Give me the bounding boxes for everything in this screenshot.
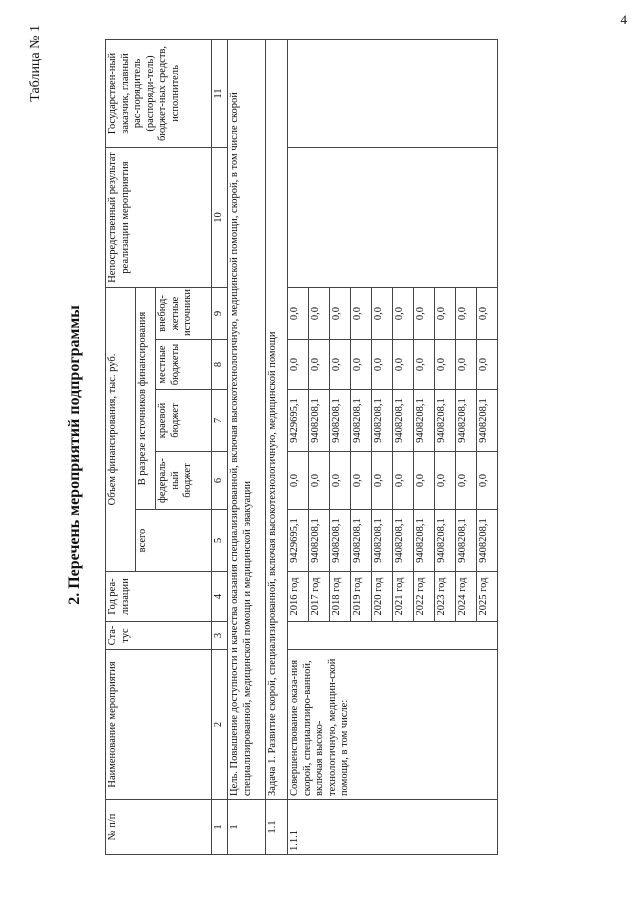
- column-number: 2: [212, 650, 228, 800]
- header-regional: краевой бюджет: [156, 390, 212, 452]
- activity-customer: [288, 40, 498, 148]
- cell-federal: 0,0: [288, 452, 309, 510]
- cell-year: 2017 год: [309, 572, 330, 622]
- activities-table: [105, 39, 498, 855]
- column-number: 8: [212, 340, 228, 390]
- cell-extra: 0,0: [435, 288, 456, 340]
- task-row: [266, 40, 288, 855]
- header-result: Непосредственный результат реализации мероприятия: [106, 148, 212, 288]
- task-text: Задача 1. Развитие скорой, специализированной, включая высокотехнологичную, медицинской помощи: [266, 40, 288, 800]
- header-total: всего: [136, 510, 212, 572]
- cell-regional: 9408208,1: [477, 390, 498, 452]
- cell-federal: 0,0: [414, 452, 435, 510]
- cell-year: 2025 год: [477, 572, 498, 622]
- cell-total: 9408208,1: [393, 510, 414, 572]
- column-number: 10: [212, 148, 228, 288]
- cell-total: 9408208,1: [414, 510, 435, 572]
- cell-local: 0,0: [414, 340, 435, 390]
- column-number: 3: [212, 622, 228, 650]
- cell-total: 9408208,1: [351, 510, 372, 572]
- cell-local: 0,0: [330, 340, 351, 390]
- cell-total: 9408208,1: [330, 510, 351, 572]
- cell-year: 2024 год: [456, 572, 477, 622]
- activity-number: 1.1.1: [288, 800, 498, 855]
- goal-number: 1: [228, 800, 266, 855]
- activity-status: [288, 622, 498, 650]
- cell-regional: 9408208,1: [393, 390, 414, 452]
- header-status: Ста-тус: [106, 622, 212, 650]
- header-breakdown: В разрезе источников финансирования: [136, 288, 156, 510]
- goal-row: [228, 40, 266, 855]
- cell-federal: 0,0: [477, 452, 498, 510]
- cell-regional: 9408208,1: [372, 390, 393, 452]
- cell-year: 2023 год: [435, 572, 456, 622]
- activity-result: [288, 148, 498, 288]
- header-volume: Объем финансирования, тыс. руб.: [106, 288, 136, 572]
- header-name: Наименование мероприятия: [106, 650, 212, 800]
- table-row: [288, 40, 309, 855]
- cell-local: 0,0: [351, 340, 372, 390]
- cell-federal: 0,0: [351, 452, 372, 510]
- header-local: местные бюджеты: [156, 340, 212, 390]
- cell-extra: 0,0: [309, 288, 330, 340]
- rotated-page: [20, 25, 620, 885]
- header-customer: Государствен-ный заказчик, главный рас-порядитель (распоряди-тель) бюджет-ных средств, исполнитель: [106, 40, 212, 148]
- cell-year: 2019 год: [351, 572, 372, 622]
- cell-federal: 0,0: [309, 452, 330, 510]
- cell-regional: 9408208,1: [435, 390, 456, 452]
- cell-total: 9429695,1: [288, 510, 309, 572]
- cell-extra: 0,0: [330, 288, 351, 340]
- cell-extra: 0,0: [351, 288, 372, 340]
- cell-regional: 9408208,1: [351, 390, 372, 452]
- cell-extra: 0,0: [414, 288, 435, 340]
- cell-extra: 0,0: [372, 288, 393, 340]
- cell-local: 0,0: [456, 340, 477, 390]
- cell-year: 2021 год: [393, 572, 414, 622]
- cell-total: 9408208,1: [435, 510, 456, 572]
- task-number: 1.1: [266, 800, 288, 855]
- cell-regional: 9408208,1: [330, 390, 351, 452]
- page-number: 4: [620, 12, 627, 27]
- cell-extra: 0,0: [477, 288, 498, 340]
- cell-year: 2016 год: [288, 572, 309, 622]
- cell-year: 2022 год: [414, 572, 435, 622]
- header-year: Год реа-лизации: [106, 572, 212, 622]
- cell-federal: 0,0: [393, 452, 414, 510]
- cell-total: 9408208,1: [456, 510, 477, 572]
- cell-extra: 0,0: [456, 288, 477, 340]
- cell-federal: 0,0: [330, 452, 351, 510]
- cell-regional: 9429695,1: [288, 390, 309, 452]
- cell-local: 0,0: [393, 340, 414, 390]
- cell-total: 9408208,1: [477, 510, 498, 572]
- header-no: № п/п: [106, 800, 212, 855]
- cell-regional: 9408208,1: [309, 390, 330, 452]
- cell-year: 2018 год: [330, 572, 351, 622]
- header-extra: внебюд-жетные источники: [156, 288, 212, 340]
- column-number: 5: [212, 510, 228, 572]
- table-label: Таблица № 1: [28, 25, 43, 102]
- cell-regional: 9408208,1: [456, 390, 477, 452]
- cell-federal: 0,0: [435, 452, 456, 510]
- cell-total: 9408208,1: [372, 510, 393, 572]
- column-number: 1: [212, 800, 228, 855]
- column-number: 11: [212, 40, 228, 148]
- cell-regional: 9408208,1: [414, 390, 435, 452]
- cell-local: 0,0: [372, 340, 393, 390]
- column-number: 7: [212, 390, 228, 452]
- column-number: 9: [212, 288, 228, 340]
- cell-year: 2020 год: [372, 572, 393, 622]
- activity-name: Совершенствование оказа-ния скорой, специализиро-ванной, включая высоко-технологичную, медицин-ской помощи, в том числе:: [288, 650, 498, 800]
- cell-extra: 0,0: [288, 288, 309, 340]
- cell-federal: 0,0: [372, 452, 393, 510]
- header-federal: федераль-ный бюджет: [156, 452, 212, 510]
- cell-federal: 0,0: [456, 452, 477, 510]
- cell-local: 0,0: [288, 340, 309, 390]
- column-number: 6: [212, 452, 228, 510]
- cell-total: 9408208,1: [309, 510, 330, 572]
- column-numbers-row: [212, 40, 228, 855]
- cell-local: 0,0: [309, 340, 330, 390]
- goal-text: Цель. Повышение доступности и качества оказания специализированной, включая высокотехнологичную, медицинской помощи, скорой, в том числе скорой специализированной, медицинской помощи и медицинской эвакуации: [228, 40, 266, 800]
- cell-local: 0,0: [477, 340, 498, 390]
- section-heading: 2. Перечень мероприятий подпрограммы: [66, 305, 83, 605]
- cell-extra: 0,0: [393, 288, 414, 340]
- cell-local: 0,0: [435, 340, 456, 390]
- column-number: 4: [212, 572, 228, 622]
